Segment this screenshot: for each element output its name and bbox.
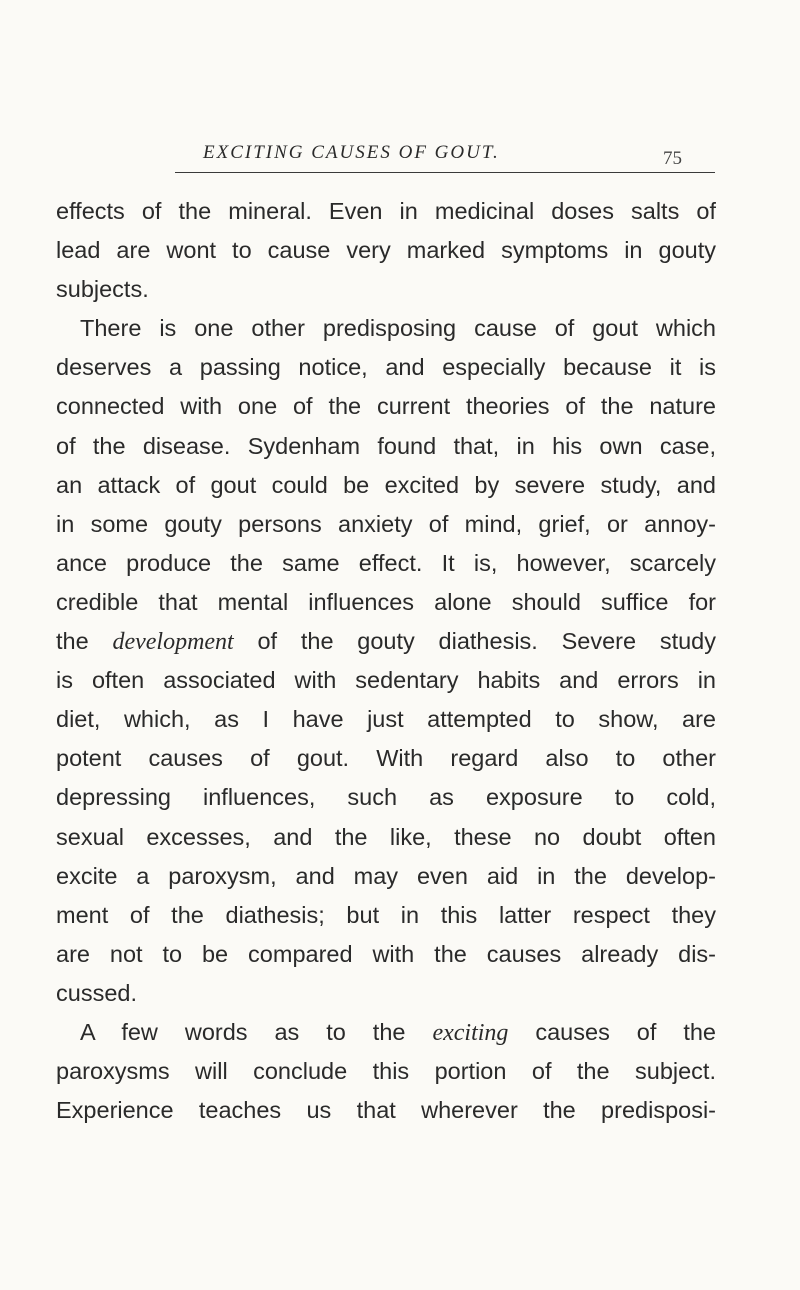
- text-line: cussed.: [56, 979, 137, 1006]
- text-line: potent causes of gout. With regard also to other: [56, 745, 716, 772]
- text-line: [56, 622, 716, 661]
- text-line: Experience teaches us that wherever the predisposi-: [56, 1097, 716, 1124]
- text-run: of the gouty diathesis. Severe study: [233, 628, 716, 655]
- text-line: in some gouty persons anxiety of mind, grief, or annoy-: [56, 510, 716, 537]
- text-line: credible that mental influences alone should suffice for: [56, 588, 716, 615]
- text-line: lead are wont to cause very marked symptoms in gouty: [56, 237, 716, 264]
- header-rule: [175, 172, 715, 173]
- text-line: of the disease. Sydenham found that, in his own case,: [56, 432, 716, 459]
- text-line: sexual excesses, and the like, these no doubt often: [56, 823, 716, 850]
- text-line: There is one other predisposing cause of gout which: [80, 315, 716, 342]
- text-line: ment of the diathesis; but in this latter respect they: [56, 901, 716, 928]
- italic-word: exciting: [432, 1019, 509, 1046]
- text-line: connected with one of the current theories of the nature: [56, 393, 716, 420]
- text-line: diet, which, as I have just attempted to show, are: [56, 706, 716, 733]
- text-run: causes of the: [508, 1018, 716, 1045]
- text-run: A few words as to the: [80, 1018, 433, 1045]
- text-line: is often associated with sedentary habits and errors in: [56, 667, 716, 694]
- text-line: depressing influences, such as exposure to cold,: [56, 784, 716, 811]
- text-line: an attack of gout could be excited by severe study, and: [56, 471, 716, 498]
- italic-word: development: [112, 629, 234, 656]
- text-line: subjects.: [56, 276, 149, 303]
- text-line: excite a paroxysm, and may even aid in the develop-: [56, 862, 716, 889]
- text-line: deserves a passing notice, and especially because it is: [56, 354, 716, 381]
- text-line: are not to be compared with the causes already dis-: [56, 940, 716, 967]
- text-line: paroxysms will conclude this portion of the subject.: [56, 1058, 716, 1085]
- text-run: the: [56, 628, 113, 655]
- running-head: [175, 142, 715, 182]
- body-text: [56, 192, 716, 1130]
- page-number: 75: [663, 148, 682, 169]
- running-title: EXCITING CAUSES OF GOUT.: [203, 142, 500, 163]
- text-line: [56, 1013, 716, 1052]
- text-line: effects of the mineral. Even in medicinal doses salts of: [56, 198, 716, 224]
- text-line: ance produce the same effect. It is, however, scarcely: [56, 549, 716, 576]
